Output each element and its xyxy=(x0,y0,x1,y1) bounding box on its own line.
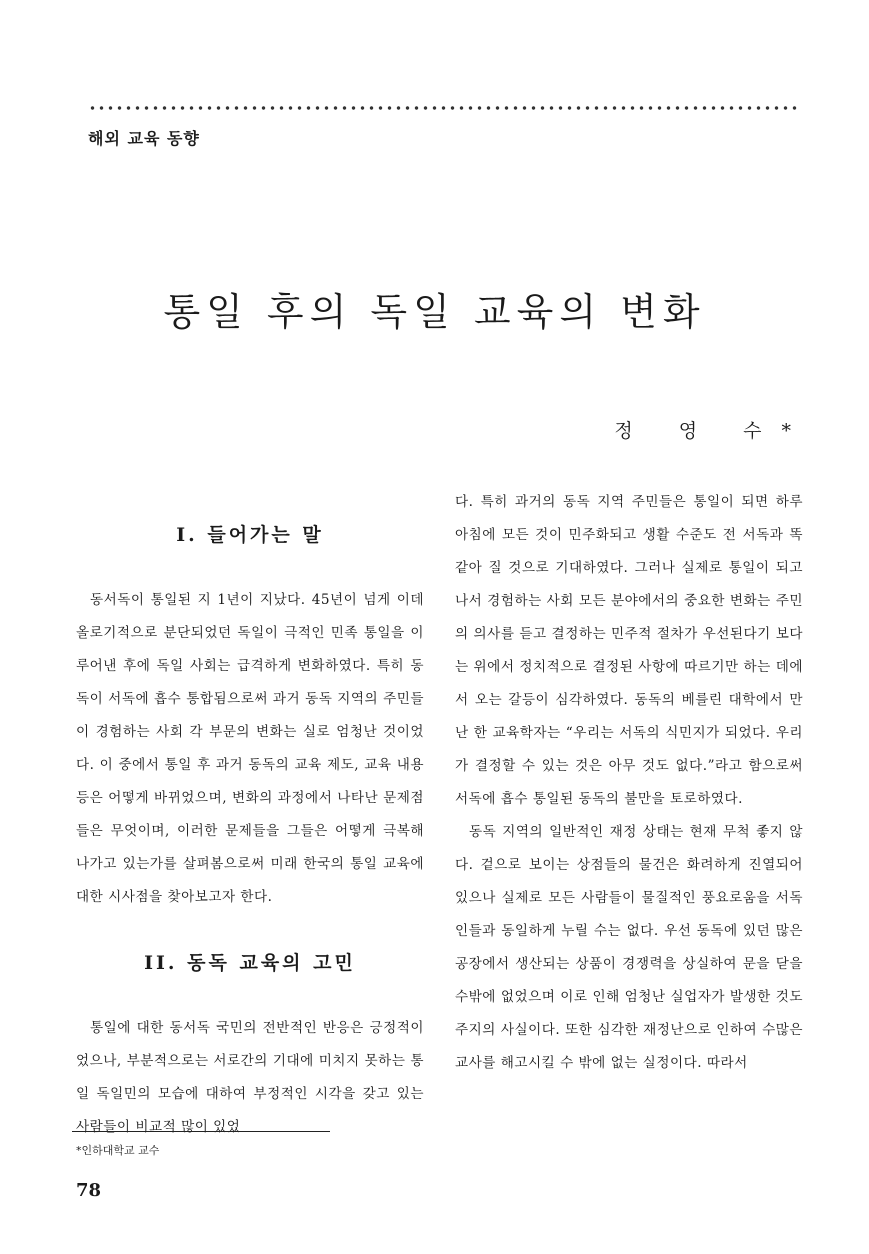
author-name: 정 영 수* xyxy=(614,420,811,442)
page-number: 78 xyxy=(76,1180,102,1201)
finance-paragraph: 동독 지역의 일반적인 재정 상태는 현재 무척 좋지 않다. 겉으로 보이는 상점들의 물건은 화려하게 진열되어 있으나 실제로 모든 사람들이 물질적인 풍요로움을 서독인들과 동일하게 누릴 수는 없다. 우선 동독에 있던 많은 공장에서 생산되는 상품이 경쟁력을 상실하여 문을 닫을 수밖에 없었으며 이로 인해 엄청난 실업자가 발생한 것도 주지의 사실이다. 또한 심각한 재정난으로 인하여 수많은 교사를 해고시킬 수 밖에 없는 실정이다. 따라서 xyxy=(455,824,803,1071)
article-title: 통일 후의 독일 교육의 변화 xyxy=(163,290,706,335)
footnote: *인하대학교 교수 xyxy=(76,1144,160,1157)
section-tag: 해외 교육 동향 xyxy=(88,129,200,148)
section-heading-east-germany: II. 동독 교육의 고민 xyxy=(144,952,356,974)
dotted-header-rule xyxy=(88,104,800,112)
east-germany-paragraph-continued: 다. 특히 과거의 동독 지역 주민들은 통일이 되면 하루 아침에 모든 것이 민주화되고 생활 수준도 전 서독과 똑같아 질 것으로 기대하였다. 그러나 실제로 통일이 되고 나서 경험하는 사회 모든 분야에서의 중요한 변화는 주민의 의사를 듣고 결정하는 민주적 절차가 우선된다기 보다는 위에서 정치적으로 결정된 사항에 따르기만 하는 데에서 오는 갈등이 심각하였다. 동독의 베를린 대학에서 만난 한 교육학자는 “우리는 서독의 식민지가 되었다. 우리가 결정할 수 있는 것은 아무 것도 없다.”라고 함으로써 서독에 흡수 통일된 동독의 불만을 토로하였다. xyxy=(455,494,803,807)
section-heading-intro: I. 들어가는 말 xyxy=(176,524,324,546)
right-column xyxy=(455,486,803,1080)
footnote-divider xyxy=(72,1131,330,1132)
east-germany-paragraph-start: 통일에 대한 동서독 국민의 전반적인 반응은 긍정적이었으나, 부분적으로는 서로간의 기대에 미치지 못하는 통일 독일민의 모습에 대하여 부정적인 시각을 갖고 있는 사람들이 비교적 많이 있었 xyxy=(76,1020,424,1135)
intro-paragraph: 동서독이 통일된 지 1년이 지났다. 45년이 넘게 이데올로기적으로 분단되었던 독일이 극적인 민족 통일을 이루어낸 후에 독일 사회는 급격하게 변화하였다. 특히 동독이 서독에 흡수 통합됨으로써 과거 동독 지역의 주민들이 경험하는 사회 각 부문의 변화는 실로 엄청난 것이었다. 이 중에서 통일 후 과거 동독의 교육 제도, 교육 내용 등은 어떻게 바뀌었으며, 변화의 과정에서 나타난 문제점들은 무엇이며, 이러한 문제들을 그들은 어떻게 극복해 나가고 있는가를 살펴봄으로써 미래 한국의 통일 교육에 대한 시사점을 찾아보고자 한다. xyxy=(76,592,424,905)
left-column xyxy=(76,486,424,1144)
